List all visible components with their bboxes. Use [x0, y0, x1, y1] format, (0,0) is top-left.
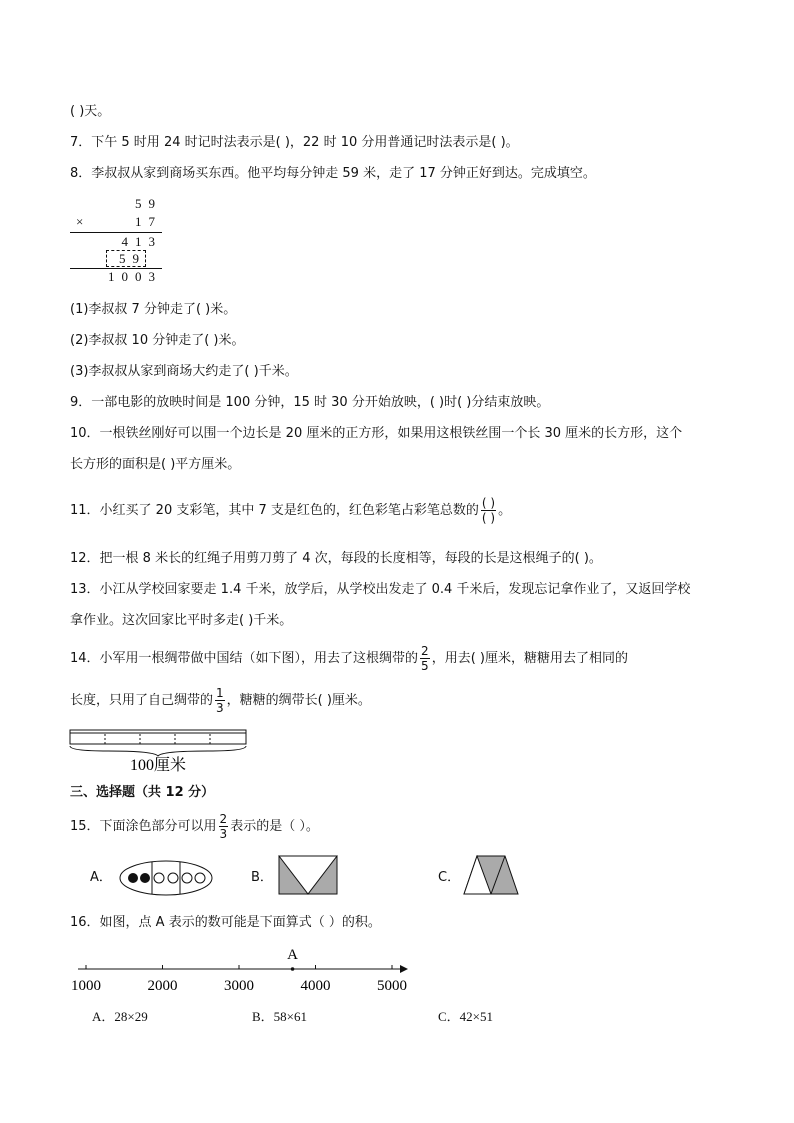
q6-tail: ( )天。	[70, 104, 111, 119]
q14-fraction-2-denominator: 3	[216, 701, 224, 715]
question-13-line-1: 13．小江从学校回家要走 1.4 千米，放学后，从学校出发走了 0.4 千米后，发现忘记拿作业了，又返回学校	[70, 582, 691, 597]
q11-fraction-denominator: ( )	[481, 511, 496, 525]
q15-fraction	[219, 812, 229, 841]
mult-row-product: 1003	[108, 269, 162, 284]
ribbon-brace	[70, 746, 246, 756]
question-8: 8．李叔叔从家到商场买东西。他平均每分钟走 59 米，走了 17 分钟正好到达。完成填空。	[70, 166, 596, 181]
question-14-text-1: 14．小军用一根绸带做中国结（如下图），用去了这根绸带的	[70, 651, 419, 666]
question-9: 9．一部电影的放映时间是 100 分钟，15 时 30 分开始放映，( )时( )分结束放映。	[70, 395, 550, 410]
question-14-line-1	[70, 644, 628, 673]
q15-fraction-denominator: 3	[219, 827, 228, 841]
ribbon-length-label: 100厘米	[129, 757, 187, 774]
q14-fraction-1	[420, 644, 430, 673]
question-14-line-2	[70, 686, 371, 715]
number-line-tick-label: 4000	[300, 978, 331, 994]
question-11-text: 11．小红买了 20 支彩笔，其中 7 支是红色的，红色彩笔占彩笔总数的	[70, 503, 479, 518]
question-7: 7．下午 5 时用 24 时记时法表示是( )，22 时 10 分用普通记时法表示是( )。	[70, 135, 519, 150]
number-line-tick-label: 2000	[147, 978, 178, 994]
q16-option-b[interactable]: B．58×61	[252, 1009, 308, 1024]
option-a-figure[interactable]	[118, 858, 216, 898]
mult-line-1	[70, 232, 162, 233]
mult-row-partial-2: 59	[119, 251, 146, 266]
q11-fraction	[481, 496, 496, 525]
question-12: 12．把一根 8 米长的红绳子用剪刀剪了 4 次，每段的长度相等，每段的长是这根绳子的( )。	[70, 551, 602, 566]
option-b-label[interactable]: B．	[251, 870, 273, 885]
multiply-sign: ×	[76, 214, 84, 229]
question-8-1: (1)李叔叔 7 分钟走了( )米。	[70, 302, 237, 317]
filled-dot	[128, 873, 138, 883]
q16-option-c[interactable]: C．42×51	[438, 1009, 494, 1024]
question-14-text-4: ，糖糖的绸带长( )厘米。	[226, 693, 371, 708]
question-15-text-end: 表示的是（ ）。	[230, 819, 319, 834]
number-line-tick-label: 1000	[71, 978, 101, 994]
question-14-text-3: 长度，只用了自己绸带的	[70, 693, 214, 708]
point-a-label: A	[287, 947, 298, 963]
number-line-tick-label: 5000	[377, 978, 407, 994]
question-15-text: 15．下面涂色部分可以用	[70, 819, 217, 834]
q16-option-a[interactable]: A．28×29	[92, 1009, 148, 1024]
question-14-text-2: ，用去( )厘米，糖糖用去了相同的	[431, 651, 628, 666]
option-c-figure[interactable]	[462, 855, 520, 897]
q14-fraction-2	[215, 686, 225, 715]
section-3-heading: 三、选择题（共 12 分）	[70, 785, 215, 800]
point-a-marker	[291, 967, 295, 971]
ribbon-bar	[70, 730, 246, 744]
ribbon-diagram	[68, 728, 250, 776]
number-line-tick-label: 3000	[224, 978, 254, 994]
question-11-end: 。	[498, 503, 512, 518]
q14-fraction-1-denominator: 5	[421, 659, 429, 673]
option-b-figure[interactable]	[278, 855, 340, 897]
q14-fraction-1-numerator: 2	[421, 644, 429, 658]
question-10-line-1: 10．一根铁丝刚好可以围一个边长是 20 厘米的正方形，如果用这根铁丝围一个长 30 厘米的长方形，这个	[70, 426, 683, 441]
question-11	[70, 496, 511, 525]
mult-row-partial-1: 413	[121, 234, 162, 249]
number-line	[64, 942, 416, 998]
question-8-3: (3)李叔叔从家到商场大约走了( )千米。	[70, 364, 298, 379]
filled-dot	[140, 873, 150, 883]
question-8-2: (2)李叔叔 10 分钟走了( )米。	[70, 333, 245, 348]
number-line-arrow	[400, 965, 408, 973]
question-16: 16．如图，点 A 表示的数可能是下面算式（ ）的积。	[70, 915, 381, 930]
question-10-line-2: 长方形的面积是( )平方厘米。	[70, 457, 241, 472]
mult-row-multiplicand: 59	[135, 196, 162, 211]
option-c-label[interactable]: C．	[438, 870, 461, 885]
question-13-line-2: 拿作业。这次回家比平时多走( )千米。	[70, 613, 293, 628]
vertical-multiplication	[70, 196, 170, 286]
question-15	[70, 812, 319, 841]
q15-fraction-numerator: 2	[219, 812, 228, 826]
option-a-label[interactable]: A．	[90, 870, 112, 885]
q11-fraction-numerator: ( )	[481, 496, 496, 510]
q14-fraction-2-numerator: 1	[216, 686, 224, 700]
mult-row-multiplier: 17	[135, 214, 162, 229]
